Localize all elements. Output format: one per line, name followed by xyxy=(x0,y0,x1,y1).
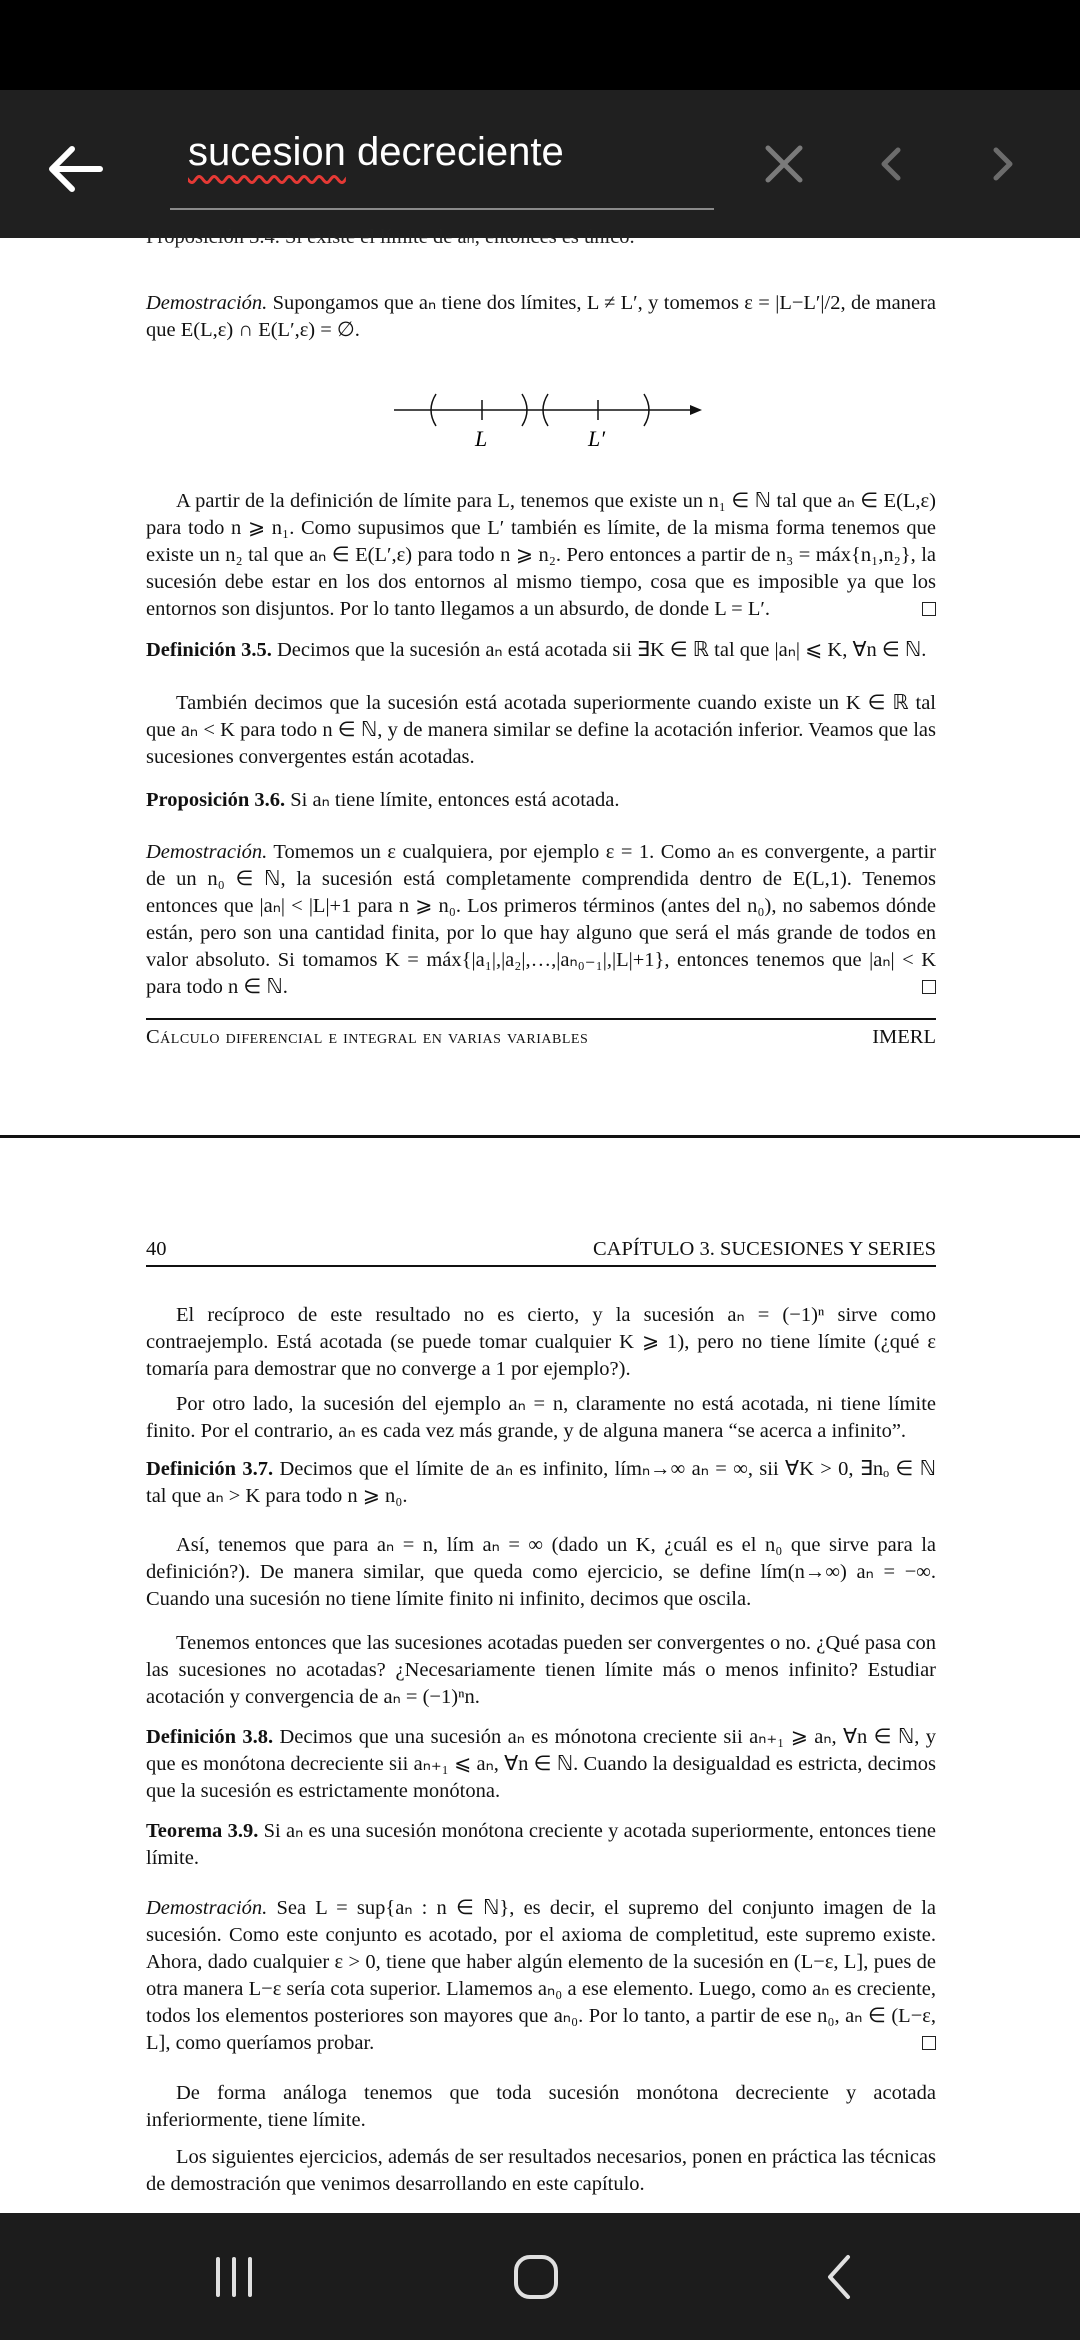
system-nav-bar xyxy=(0,2213,1080,2340)
cut-heading: Proposición 3.4. Si existe el límite de aₙ, entonces es único. xyxy=(146,226,635,248)
prop36-label: Proposición 3.6. xyxy=(146,789,286,811)
prop36-text: Si aₙ tiene límite, entonces está acotada. xyxy=(290,789,620,811)
demo3-label: Demostración. xyxy=(146,1897,268,1919)
page-separator xyxy=(0,1135,1080,1138)
p3-text: Así, tenemos que para aₙ = n, lím aₙ = ∞ (dado un K, ¿cuál es el n₀ que sirve para la definición?). De manera similar, que queda como ejercicio, se define lím(n→∞) aₙ = −∞. Cuando una sucesión no tiene límite finito ni infinito, decimos que oscila. xyxy=(146,1534,936,1610)
page2-paragraph-2 xyxy=(146,1391,936,1445)
back-arrow-icon[interactable] xyxy=(40,134,110,204)
teo39-text: Si aₙ es una sucesión monótona creciente y acotada superiormente, entonces tiene límite. xyxy=(146,1820,937,1869)
proposition-3-6 xyxy=(146,787,936,814)
number-line-figure xyxy=(390,378,710,451)
qed-icon xyxy=(922,2036,936,2050)
def38-label: Definición 3.8. xyxy=(146,1726,274,1748)
p2-text: Por otro lado, la sucesión del ejemplo aₙ = n, claramente no está acotada, ni tiene límite finito. Por el contrario, aₙ es cada vez más grande, y de alguna manera “se acerca a infinito”. xyxy=(146,1393,936,1442)
demo-block-1 xyxy=(146,290,936,344)
p4-text: Tenemos entonces que las sucesiones acotadas pueden ser convergentes o no. ¿Qué pasa con las sucesiones no acotadas? ¿Necesariamente tienen límite más o menos infinito? Estudiar acotación y convergencia de aₙ = (−1)ⁿn. xyxy=(146,1632,936,1708)
def35-text: Decimos que la sucesión aₙ está acotada sii ∃K ∈ ℝ tal que |aₙ| ⩽ K, ∀n ∈ ℕ. xyxy=(276,639,927,661)
def37-text: Decimos que el límite de aₙ es infinito, límₙ→∞ aₙ = ∞, sii ∀K > 0, ∃nₒ ∈ ℕ tal que aₙ > K para todo n ⩾ n₀. xyxy=(146,1458,937,1507)
footer-institution: IMERL xyxy=(872,1026,936,1048)
qed-icon xyxy=(922,602,936,616)
chevron-right-icon[interactable] xyxy=(972,134,1032,194)
recent-apps-icon[interactable] xyxy=(204,2251,264,2303)
page2-paragraph-5 xyxy=(146,2080,936,2134)
page-number: 40 xyxy=(146,1238,167,1260)
definition-3-7 xyxy=(146,1456,936,1510)
demo-block-3 xyxy=(146,1895,936,2057)
page2-paragraph-6 xyxy=(146,2144,936,2198)
demo2-text: Tomemos un ε cualquiera, por ejemplo ε = 1. Como aₙ es convergente, a partir de un n₀ ∈ ℕ, la sucesión está completamente comprendida dentro de E(L,1). Tenemos entonces que |aₙ| < |L|+1 para n ⩾ n₀. Los primeros términos (antes del n₀), no sabemos dónde están, pero son una cantidad finita, por lo que hay alguno que será el más grande de todos en valor absoluto. Si tomamos K = máx{|a₁|,|a₂|,…,|aₙ₀₋₁|,|L|+1}, entonces tenemos que |aₙ| < K para todo n ∈ ℕ. xyxy=(146,841,936,998)
page2-paragraph-3 xyxy=(146,1532,936,1613)
def38-text: Decimos que una sucesión aₙ es mónotona creciente sii aₙ₊₁ ⩾ aₙ, ∀n ∈ ℕ, y que es monótona decreciente sii aₙ₊₁ ⩽ aₙ, ∀n ∈ ℕ. Cuando la desigualdad es estricta, decimos que la sucesión es estrictamente monótona. xyxy=(146,1726,937,1802)
status-bar xyxy=(0,0,1080,90)
p1-text: El recíproco de este resultado no es cierto, y la sucesión aₙ = (−1)ⁿ sirve como contraejemplo. Está acotada (se puede tomar cualquier K ⩾ 1), pero no tiene límite (¿qué ε tomaría para demostrar que no converge a 1 por ejemplo?). xyxy=(146,1304,936,1380)
chevron-left-icon[interactable] xyxy=(862,134,922,194)
p5-text: De forma análoga tenemos que toda sucesión monótona decreciente y acotada inferiormente, tiene límite. xyxy=(146,2082,936,2131)
search-bar xyxy=(0,90,1080,238)
para2-text: También decimos que la sucesión está acotada superiormente cuando existe un K ∈ ℝ tal que aₙ < K para todo n ∈ ℕ, y de manera similar se define la acotación inferior. Veamos que las sucesiones convergentes están acotadas. xyxy=(146,692,936,768)
page2-paragraph-1 xyxy=(146,1302,936,1383)
demo-block-2 xyxy=(146,839,936,1001)
theorem-3-9 xyxy=(146,1818,936,1872)
home-icon[interactable] xyxy=(506,2251,566,2303)
demo-label: Demostración. xyxy=(146,292,268,314)
definition-3-5 xyxy=(146,637,936,664)
teo39-label: Teorema 3.9. xyxy=(146,1820,259,1842)
page2-paragraph-4 xyxy=(146,1630,936,1711)
chapter-title: CAPÍTULO 3. SUCESIONES Y SERIES xyxy=(592,1238,936,1260)
search-query-rest: decreciente xyxy=(345,130,564,174)
nav-back-icon[interactable] xyxy=(810,2251,870,2303)
p6-text: Los siguientes ejercicios, además de ser resultados necesarios, ponen en práctica las técnicas de demostración que venimos desarrollando en este capítulo. xyxy=(146,2146,936,2195)
demo2-label: Demostración. xyxy=(146,841,268,863)
label-L-prime: L′ xyxy=(588,426,606,451)
search-query-misspelled: sucesion xyxy=(188,130,346,174)
def37-label: Definición 3.7. xyxy=(146,1458,274,1480)
paragraph-1 xyxy=(146,488,936,623)
para1-text: A partir de la definición de límite para L, tenemos que existe un n₁ ∈ ℕ tal que aₙ ∈ E(L,ε) para todo n ⩾ n₁. Como supusimos que L′ también es límite, de la misma forma tenemos que existe un n₂ tal que aₙ ∈ E(L′,ε) para todo n ⩾ n₂. Pero entonces a partir de n₃ = máx{n₁,n₂}, la sucesión debe estar en los dos entornos al mismo tiempo, cosa que es imposible ya que los entornos son disjuntos. Por lo tanto llegamos a un absurdo, de donde L = L′. xyxy=(146,490,936,620)
definition-3-8 xyxy=(146,1724,936,1805)
search-underline xyxy=(170,208,714,210)
paragraph-2 xyxy=(146,690,936,771)
search-input[interactable] xyxy=(188,130,564,175)
document-view[interactable] xyxy=(0,226,1080,2213)
qed-icon xyxy=(922,980,936,994)
footer-title: Cálculo diferencial e integral en varias variables xyxy=(146,1026,589,1048)
demo-text: Supongamos que aₙ tiene dos límites, L ≠ L′, y tomemos ε = |L−L′|/2, de manera que E(L,ε) ∩ E(L′,ε) = ∅. xyxy=(146,292,936,341)
page-footer xyxy=(146,1018,936,1049)
label-L: L xyxy=(475,426,488,451)
def35-label: Definición 3.5. xyxy=(146,639,272,661)
demo3-text: Sea L = sup{aₙ : n ∈ ℕ}, es decir, el supremo del conjunto imagen de la sucesión. Como este conjunto es acotado, por el axioma de completitud, este supremo existe. Ahora, dado cualquier ε > 0, tiene que haber algún elemento de la sucesión en (L−ε, L], pues de otra manera L−ε sería cota superior. Llamemos aₙ₀ a ese elemento. Luego, como aₙ es creciente, todos los elementos posteriores son mayores que aₙ₀. Por lo tanto, a partir de ese n₀, aₙ ∈ (L−ε, L], como queríamos probar. xyxy=(146,1897,937,2054)
close-icon[interactable] xyxy=(754,134,814,194)
page-header xyxy=(146,1238,936,1267)
